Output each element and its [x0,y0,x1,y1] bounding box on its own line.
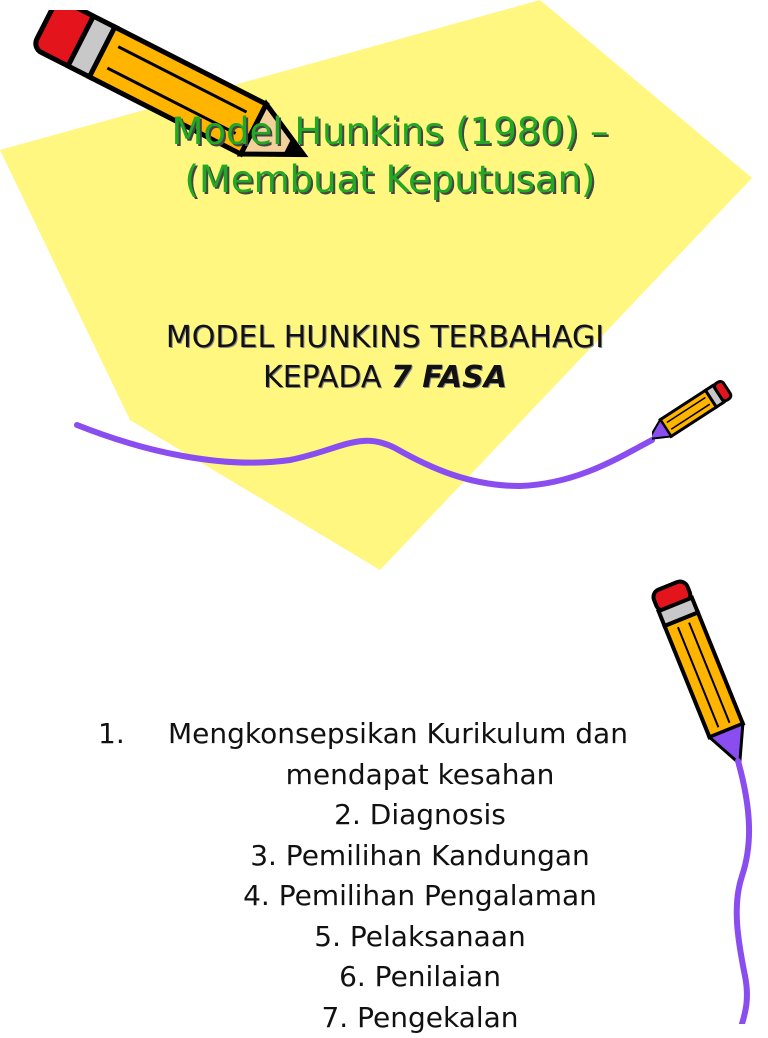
list-item [0,714,768,755]
list-item-continued [0,755,768,796]
list-item-text: 5. Pelaksanaan [60,917,768,958]
list-item-text: Mengkonsepsikan Kurikulum dan [168,714,628,755]
list-item [0,836,768,877]
list-item-text: 6. Penilaian [60,957,768,998]
title-line-1: Model Hunkins (1980) – [40,108,740,156]
list-item [0,795,768,836]
subtitle-prefix: KEPADA [263,360,391,395]
list-item [0,876,768,917]
subtitle-line-1: MODEL HUNKINS TERBAHAGI [60,318,710,358]
list-item [0,917,768,958]
list-item [0,957,768,998]
subtitle-emphasis: 7 FASA [391,360,507,395]
list-item-text: 4. Pemilihan Pengalaman [60,876,768,917]
list-number: 1. [98,714,125,755]
title-line-2: (Membuat Keputusan) [40,156,740,204]
list-item-text: mendapat kesahan [60,755,768,796]
list-item-text: 2. Diagnosis [60,795,768,836]
phase-list [0,714,768,1038]
list-item-text: 7. Pengekalan [60,998,768,1038]
list-item [0,998,768,1038]
list-item-text: 3. Pemilihan Kandungan [60,836,768,877]
small-pencil-icon [652,375,738,443]
